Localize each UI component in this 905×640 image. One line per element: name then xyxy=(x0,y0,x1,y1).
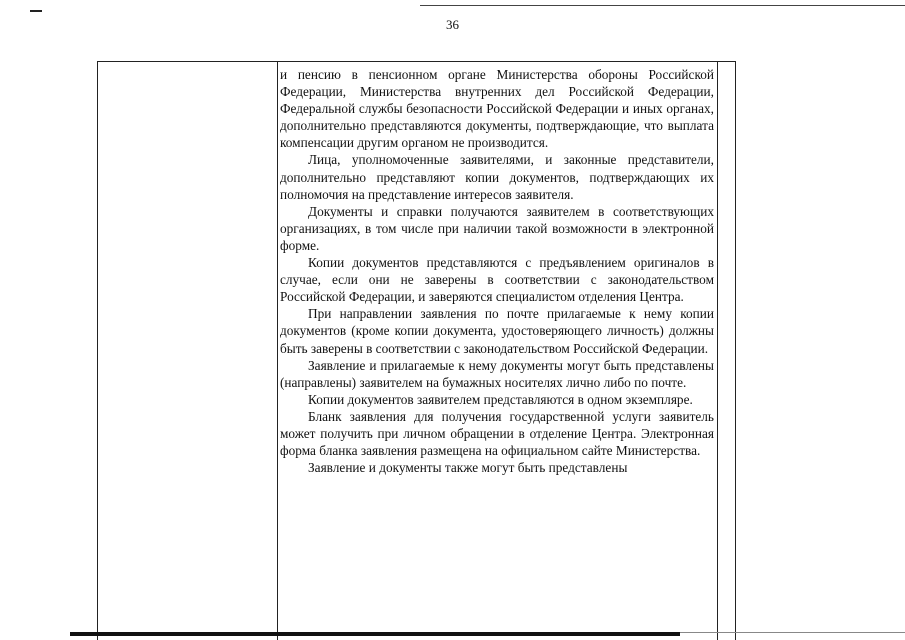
table-top-border xyxy=(97,61,736,62)
table-column-border xyxy=(277,61,278,640)
paragraph: Бланк заявления для получения государственной услуги заявитель может получить при личном обращении в отделение Центра. Электронная форма бланка заявления размещена на официальном сайте Министерства. xyxy=(280,408,714,459)
paragraph: Копии документов заявителем представляются в одном экземпляре. xyxy=(308,391,693,407)
paragraph: Документы и справки получаются заявителем в соответствующих организациях, в том числе при наличии такой возможности в электронной форме. xyxy=(280,203,714,253)
bottom-scan-edge-tail xyxy=(680,632,905,633)
table-text-cell xyxy=(280,66,714,476)
table-column-border xyxy=(717,61,718,640)
paragraph: Копии документов представляются с предъявлением оригиналов в случае, если они не заверены в соответствии с законодательством Российской Федерации, и заверяются специалистом отделения Центра. xyxy=(280,255,714,305)
table-column-border xyxy=(735,61,736,640)
paragraph: Заявление и документы также могут быть представлены xyxy=(308,460,628,476)
paragraph: и пенсию в пенсионном органе Министерства обороны Российской Федерации, Министерства внутренних дел Российской Федерации, Федеральной службы безопасности Российской Федерации и иных органах, дополнительно представляются документы, подтверждающие, что выплата компенсации другим органом не производится. xyxy=(280,67,714,151)
paragraph: При направлении заявления по почте прилагаемые к нему копии документов (кроме копии документа, удостоверяющего личность) должны быть заверены в соответствии с законодательством Российской Федерации. xyxy=(280,306,714,356)
paragraph: Заявление и прилагаемые к нему документы могут быть представлены (направлены) заявителем на бумажных носителях лично либо по почте. xyxy=(280,357,714,390)
paragraph: Лица, уполномоченные заявителями, и законные представители, дополнительно представляют копии документов, подтверждающих их полномочия на представление интересов заявителя. xyxy=(280,152,714,202)
page-number: 36 xyxy=(446,17,459,32)
bottom-scan-edge xyxy=(70,632,680,636)
top-rule xyxy=(420,5,905,6)
table-column-border xyxy=(97,61,98,640)
margin-dash-mark xyxy=(30,10,42,12)
